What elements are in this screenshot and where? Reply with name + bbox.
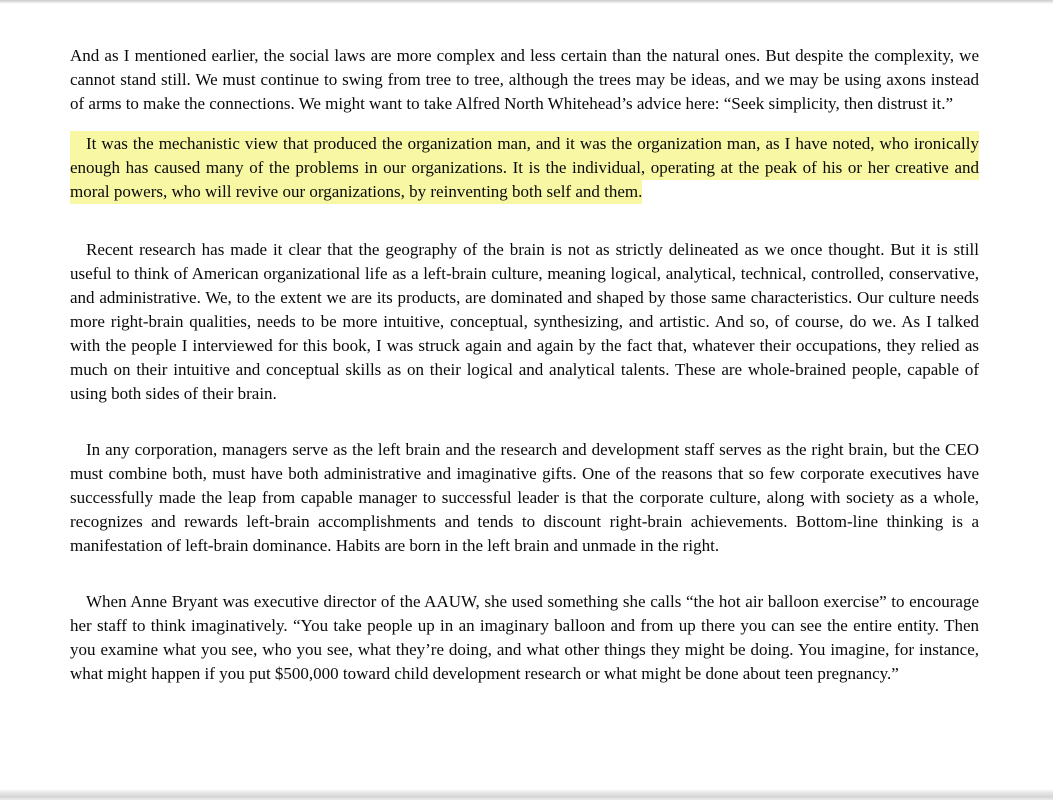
paragraph-mechanistic-view: [70, 132, 979, 204]
highlighted-passage[interactable]: It was the mechanistic view that produced the organization man, and it was the organization man, as I have noted, who ironically enough has caused many of the problems in our organizations. It is the individual, operating at the peak of his or her creative and moral powers, who will revive our organizations, by reinventing both self and them.: [70, 131, 979, 204]
paragraph-social-laws: And as I mentioned earlier, the social laws are more complex and less certain than the natural ones. But despite the complexity, we cannot stand still. We must continue to swing from tree to tree, although the trees may be ideas, and we may be using axons instead of arms to make the connections. We might want to take Alfred North Whitehead’s advice here: “Seek simplicity, then distrust it.”: [70, 46, 979, 113]
page-top-edge: [0, 0, 1053, 4]
page-bottom-edge: [0, 789, 1053, 800]
page-text-content: [70, 44, 979, 718]
paragraph-corporation-brains: In any corporation, managers serve as the left brain and the research and development staff serves as the right brain, but the CEO must combine both, must have both administrative and imaginative gifts. One of the reasons that so few corporate executives have successfully made the leap from capable manager to successful leader is that the corporate culture, along with society as a whole, recognizes and rewards left-brain accomplishments and tends to discount right-brain achievements. Bottom-line thinking is a manifestation of left-brain dominance. Habits are born in the left brain and unmade in the right.: [70, 440, 979, 555]
paragraph-anne-bryant: When Anne Bryant was executive director of the AAUW, she used something she calls “the hot air balloon exercise” to encourage her staff to think imaginatively. “You take people up in an imaginary balloon and from up there you can see the entire entity. Then you examine what you see, who you see, what they’re doing, and what other things they might be doing. You imagine, for instance, what might happen if you put $500,000 toward child development research or what might be done about teen pregnancy.”: [70, 592, 979, 683]
paragraph-recent-research: Recent research has made it clear that the geography of the brain is not as strictly delineated as we once thought. But it is still useful to think of American organizational life as a left-brain culture, meaning logical, analytical, technical, controlled, conservative, and administrative. We, to the extent we are its products, are dominated and shaped by those same characteristics. Our culture needs more right-brain qualities, needs to be more intuitive, conceptual, synthesizing, and artistic. And so, of course, do we. As I talked with the people I interviewed for this book, I was struck again and again by the fact that, whatever their occupations, they relied as much on their intuitive and conceptual skills as on their logical and analytical talents. These are whole-brained people, capable of using both sides of their brain.: [70, 240, 979, 403]
